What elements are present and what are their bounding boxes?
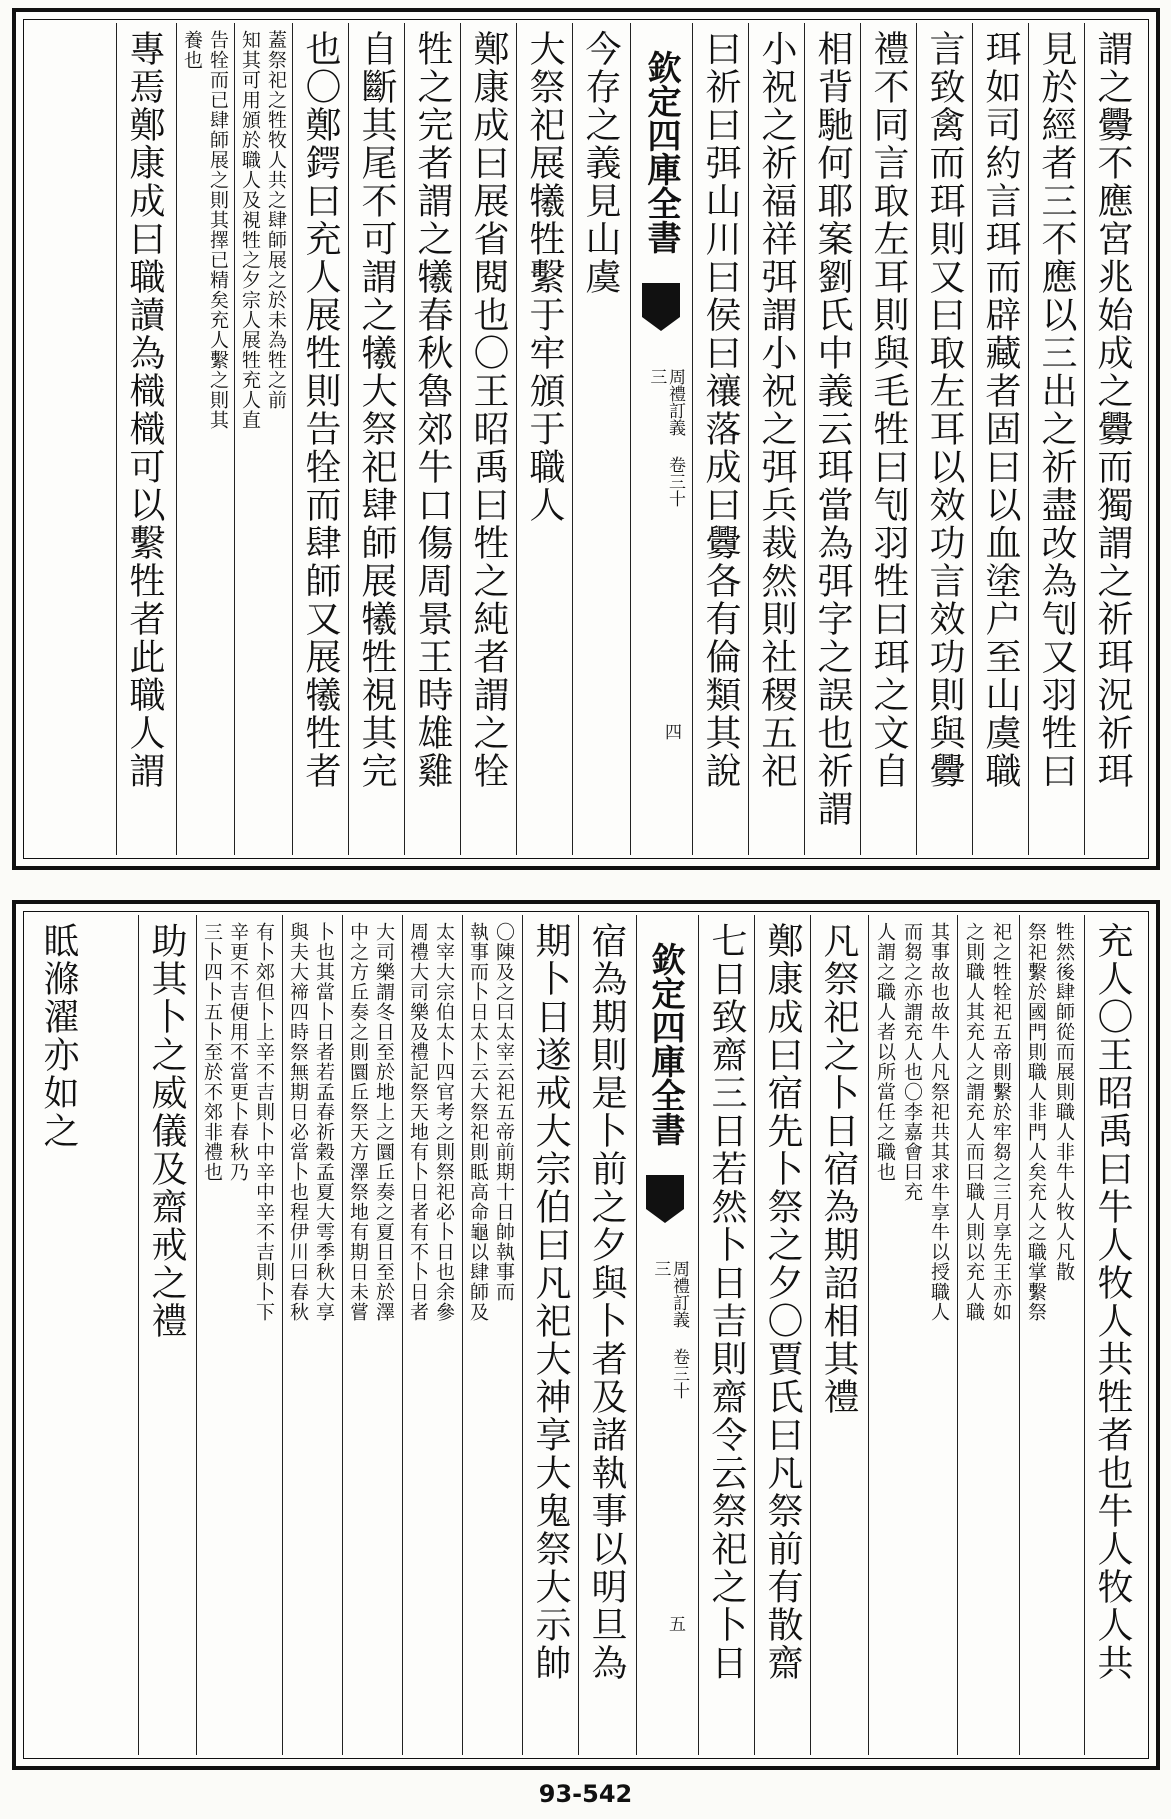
- text-column: 今存之義見山虞: [580, 30, 621, 296]
- fish-tail-mark-icon: [646, 1175, 684, 1209]
- commentary-column: 三卜四卜五卜至於不郊非禮也: [201, 922, 223, 1182]
- page-number: 五: [665, 1615, 685, 1632]
- column-rule: [868, 915, 869, 1755]
- column-rule: [754, 915, 755, 1755]
- commentary-column: 有卜郊但卜上辛不吉則卜中辛中辛不吉則卜下: [253, 922, 275, 1322]
- bottom-page: [12, 900, 1160, 1770]
- column-rule: [916, 23, 917, 855]
- column-rule: [234, 23, 235, 855]
- commentary-column: 〇陳及之曰太宰云祀五帝前期十日帥執事而: [493, 922, 515, 1302]
- text-column: 自斷其尾不可謂之犧大祭祀肆師展犧牲視其完: [356, 30, 397, 790]
- column-rule: [810, 915, 811, 1755]
- text-column: 小祝之祈福祥弭謂小祝之弭兵裁然則社稷五祀: [756, 30, 797, 790]
- column-rule: [1028, 23, 1029, 855]
- text-column: 凡祭祀之卜日宿為期詔相其禮: [818, 922, 859, 1416]
- commentary-column: 知其可用頒於職人及視牲之夕宗人展牲充人直: [239, 30, 261, 430]
- text-column: 充人〇王昭禹曰牛人牧人共牲者也牛人牧人共: [1092, 922, 1133, 1682]
- column-rule: [462, 915, 463, 1755]
- text-column: 禮不同言取左耳則與毛牲曰刏羽牲曰珥之文自: [868, 30, 909, 790]
- column-rule: [860, 23, 861, 855]
- text-column: 鄭康成曰展省閱也〇王昭禹曰牲之純者謂之牷: [468, 30, 509, 790]
- commentary-column: 人謂之職人者以所當任之職也: [874, 922, 896, 1182]
- commentary-column: 執事而卜日太卜云大祭祀則眡高命龜以肆師及: [467, 922, 489, 1322]
- commentary-column: 周禮大司樂及禮記祭天地有卜日者有不卜日者: [407, 922, 429, 1322]
- commentary-column: 中之方丘奏之則圜丘祭天方澤祭地有期日未嘗: [347, 922, 369, 1322]
- column-rule: [116, 23, 117, 855]
- column-rule: [636, 915, 637, 1755]
- center-fold-header: [642, 915, 688, 1755]
- commentary-column: 而芻之亦謂充人也〇李嘉會曰充: [901, 922, 923, 1202]
- book-title: 欽定四庫全書: [641, 50, 681, 254]
- column-rule: [1019, 915, 1020, 1755]
- commentary-column: 告牷而已肆師展之則其擇已精矣充人繫之則其: [207, 30, 229, 430]
- column-rule: [698, 915, 699, 1755]
- top-page: [12, 8, 1160, 870]
- column-rule: [972, 23, 973, 855]
- column-rule: [804, 23, 805, 855]
- commentary-column: 大司樂謂冬日至於地上之圜丘奏之夏日至於澤: [373, 922, 395, 1322]
- book-title: 欽定四庫全書: [645, 942, 685, 1146]
- text-column: 宿為期則是卜前之夕與卜者及諸執事以明旦為: [586, 922, 627, 1682]
- column-rule: [516, 23, 517, 855]
- text-column: 曰祈曰弭山川曰侯曰禳落成曰釁各有倫類其說: [700, 30, 741, 790]
- column-rule: [460, 23, 461, 855]
- commentary-column: 之則職人其充人之謂充人而曰職人則以充人職: [963, 922, 985, 1322]
- column-rule: [404, 23, 405, 855]
- column-rule: [342, 915, 343, 1755]
- text-column: 助其卜之威儀及齋戒之禮: [146, 922, 187, 1340]
- chapter-label: 周禮訂義 卷三十三: [650, 1260, 689, 1399]
- column-rule: [572, 23, 573, 855]
- text-column: 鄭康成曰宿先卜祭之夕〇賈氏曰凡祭前有散齋: [762, 922, 803, 1682]
- commentary-column: 祀之牲牷祀五帝則繫於牢芻之三月享先王亦如: [990, 922, 1012, 1322]
- column-rule: [957, 915, 958, 1755]
- commentary-column: 辛更不吉便用不當更卜春秋乃: [227, 922, 249, 1182]
- column-rule: [282, 915, 283, 1755]
- column-rule: [196, 915, 197, 1755]
- commentary-column: 卜也其當卜日者若孟春祈穀孟夏大雩季秋大享: [313, 922, 335, 1322]
- text-column: 謂之釁不應宮兆始成之釁而獨謂之祈珥況祈珥: [1092, 30, 1133, 790]
- text-column: 牲之完者謂之犧春秋魯郊牛口傷周景王時雄雞: [412, 30, 453, 790]
- commentary-column: 養也: [181, 30, 203, 70]
- text-column: 珥如司約言珥而辟藏者固曰以血塗户至山虞職: [980, 30, 1021, 790]
- column-rule: [402, 915, 403, 1755]
- text-column: 相背馳何耶案劉氏中義云珥當為弭字之誤也祈謂: [812, 30, 853, 828]
- page-number: 四: [661, 723, 681, 740]
- chapter-label: 周禮訂義 卷三十三: [646, 368, 685, 507]
- column-rule: [1084, 23, 1085, 855]
- text-column: 眡滌濯亦如之: [38, 922, 79, 1150]
- commentary-column: 牲然後肆師從而展則職人非牛人牧人凡散: [1053, 922, 1075, 1282]
- column-rule: [748, 23, 749, 855]
- column-rule: [138, 915, 139, 1755]
- commentary-column: 與夫大禘四時祭無期日必當卜也程伊川曰春秋: [287, 922, 309, 1322]
- commentary-column: 蓋祭祀之牲牧人共之肆師展之於未為牲之前: [265, 30, 287, 410]
- text-column: 大祭祀展犧牲繫于牢頒于職人: [524, 30, 565, 524]
- fish-tail-mark-icon: [642, 283, 680, 317]
- column-rule: [692, 23, 693, 855]
- center-fold-header: [638, 23, 684, 855]
- commentary-column: 太宰大宗伯太卜四官考之則祭祀必卜日也余參: [433, 922, 455, 1322]
- text-column: 也〇鄭鍔曰充人展牲則告牷而肆師又展犧牲者: [300, 30, 341, 790]
- column-rule: [1084, 915, 1085, 1755]
- column-rule: [176, 23, 177, 855]
- column-rule: [348, 23, 349, 855]
- commentary-column: 祭祀繫於國門則職人非門人矣充人之職掌繫祭: [1025, 922, 1047, 1322]
- column-rule: [630, 23, 631, 855]
- column-rule: [522, 915, 523, 1755]
- page-reference: 93-542: [538, 1780, 633, 1808]
- text-column: 專焉鄭康成曰職讀為樴樴可以繫牲者此職人謂: [124, 30, 165, 790]
- text-column: 期卜日遂戒大宗伯曰凡祀大神享大鬼祭大示帥: [530, 922, 571, 1682]
- text-column: 言致禽而珥則又曰取左耳以效功言效功則與釁: [924, 30, 965, 790]
- commentary-column: 其事故也故牛人凡祭祀共其求牛享牛以授職人: [928, 922, 950, 1322]
- column-rule: [292, 23, 293, 855]
- column-rule: [578, 915, 579, 1755]
- text-column: 七日致齋三日若然卜日吉則齋令云祭祀之卜日: [706, 922, 747, 1682]
- text-column: 見於經者三不應以三出之祈盡改為刏又羽牲曰: [1036, 30, 1077, 790]
